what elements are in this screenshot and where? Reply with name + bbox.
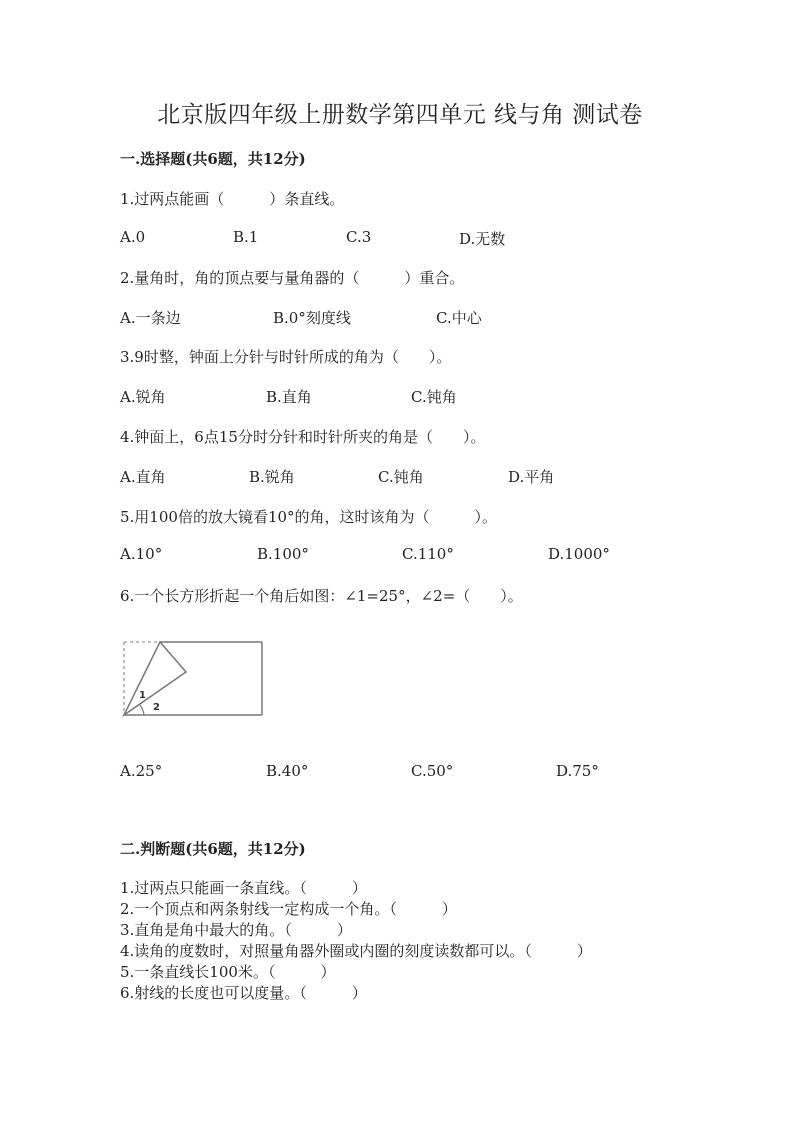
- q3-option-c: C.钝角: [411, 388, 457, 406]
- angle-arc: [140, 705, 144, 715]
- angle-label-1: 1: [139, 690, 146, 701]
- judgement-item-4: 4.读角的度数时，对照量角器外圈或内圈的刻度读数都可以。（ ）: [120, 942, 592, 960]
- section-heading-choice: 一.选择题(共6题，共12分): [120, 150, 306, 168]
- q1-option-a: A.0: [120, 228, 146, 246]
- q6-option-a: A.25°: [120, 762, 163, 780]
- angle-label-2: 2: [153, 702, 160, 713]
- q6-option-d: D.75°: [556, 762, 599, 780]
- q2-option-b: B.0°刻度线: [273, 309, 351, 327]
- page-title: 北京版四年级上册数学第四单元 线与角 测试卷: [157, 102, 643, 128]
- q4-option-c: C.钝角: [378, 468, 424, 486]
- q3-option-a: A.锐角: [120, 388, 166, 406]
- question-6: 6.一个长方形折起一个角后如图：∠1=25°，∠2=（ ）。: [120, 587, 523, 605]
- q5-option-d: D.1000°: [548, 545, 610, 563]
- q1-option-d: D.无数: [459, 230, 506, 248]
- judgement-item-2: 2.一个顶点和两条射线一定构成一个角。（ ）: [120, 900, 457, 918]
- judgement-item-1: 1.过两点只能画一条直线。（ ）: [120, 879, 367, 897]
- q6-option-c: C.50°: [411, 762, 454, 780]
- question-5: 5.用100倍的放大镜看10°的角，这时该角为（ ）。: [120, 508, 498, 526]
- q4-option-a: A.直角: [120, 468, 166, 486]
- q3-option-b: B.直角: [266, 388, 312, 406]
- section-heading-judgement: 二.判断题(共6题，共12分): [120, 840, 306, 858]
- question-2: 2.量角时，角的顶点要与量角器的（ ）重合。: [120, 269, 465, 287]
- folded-rectangle-figure: [118, 636, 268, 720]
- judgement-item-5: 5.一条直线长100米。（ ）: [120, 963, 336, 981]
- judgement-item-6: 6.射线的长度也可以度量。（ ）: [120, 984, 367, 1002]
- q5-option-b: B.100°: [257, 545, 309, 563]
- q6-option-b: B.40°: [266, 762, 309, 780]
- q2-option-a: A.一条边: [120, 309, 181, 327]
- question-3: 3.9时整，钟面上分针与时针所成的角为（ ）。: [120, 348, 452, 366]
- q1-option-c: C.3: [346, 228, 372, 246]
- q2-option-c: C.中心: [436, 309, 482, 327]
- q5-option-a: A.10°: [120, 545, 163, 563]
- question-4: 4.钟面上，6点15分时分针和时针所夹的角是（ ）。: [120, 428, 486, 446]
- judgement-item-3: 3.直角是角中最大的角。（ ）: [120, 921, 352, 939]
- q5-option-c: C.110°: [402, 545, 454, 563]
- question-1: 1.过两点能画（ ）条直线。: [120, 190, 345, 208]
- q4-option-b: B.锐角: [249, 468, 295, 486]
- q4-option-d: D.平角: [508, 468, 555, 486]
- q1-option-b: B.1: [233, 228, 259, 246]
